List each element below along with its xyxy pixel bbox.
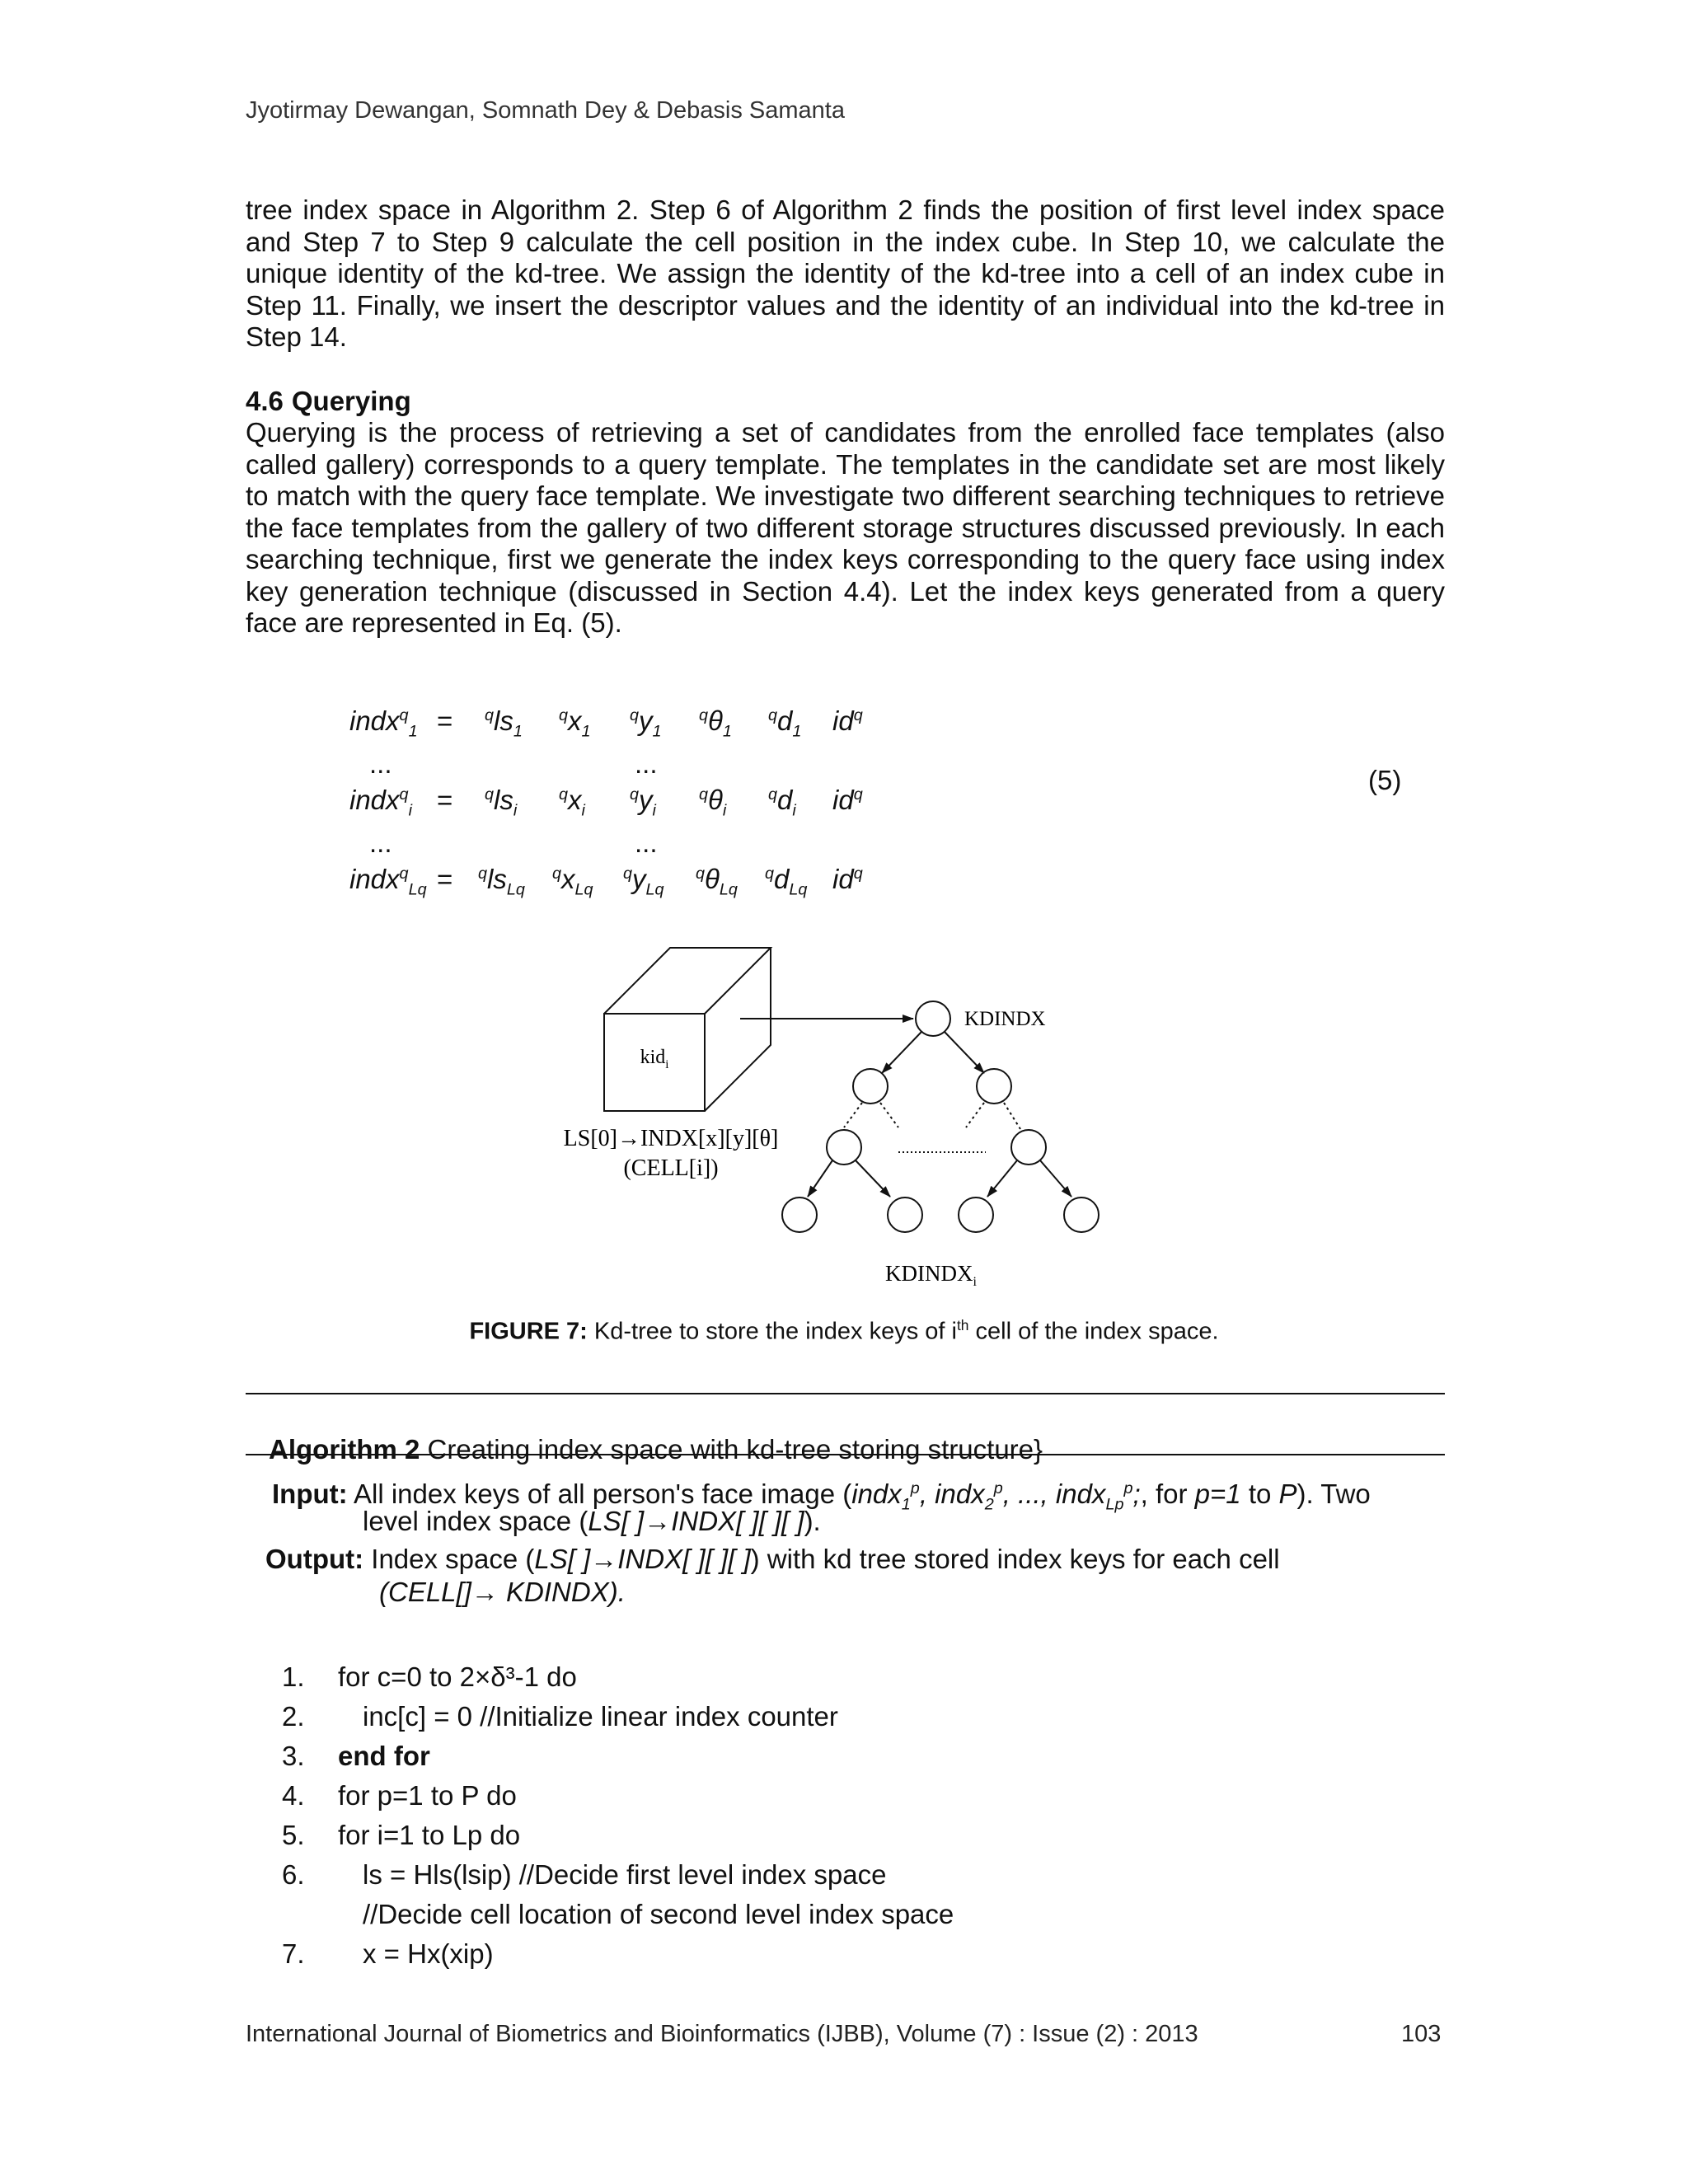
eq-row2-ls: $^qls_i$ xyxy=(485,785,518,820)
journal-footer: International Journal of Biometrics and Bioinformatics (IJBB), Volume (7) : Issue (2) : 2013 xyxy=(246,2021,1198,2047)
eq-dots-left-2: ... xyxy=(369,827,392,858)
eq-row1-equals: = xyxy=(437,705,453,736)
eq-row3-id: $id^q$ xyxy=(832,864,863,894)
figure-caption: FIGURE 7: Kd-tree to store the index keys of $i^{th}$ cell of the index space. xyxy=(469,1317,1219,1345)
kd-tree xyxy=(782,1001,1099,1232)
eq-row1-d: $^qd_1$ xyxy=(768,705,802,741)
eq-row1-ls: $^qls_1$ xyxy=(485,705,523,741)
section-paragraph: Querying is the process of retrieving a set of candidates from the enrolled face templates (also called gallery) corresponds to a query template. The templates in the candidate set are most likely to match with the query face template. We investigate two different searching techniques to retrieve the face templates from the gallery of two different storage structures discussed previously. In each searching technique, first we generate the index keys corresponding to the query face using index key generation technique (discussed in Section 4.4). Let the index keys generated from a query face are represented in Eq. (5). xyxy=(246,417,1445,638)
algorithm-input-line2: level index space (LS[ ]→INDX[ ][ ][ ]). xyxy=(363,1506,821,1536)
eq-row2-lhs: indx$^q_i$ xyxy=(349,785,412,820)
tree-leaf-1 xyxy=(782,1197,817,1232)
algorithm-title-rule xyxy=(246,1454,1445,1455)
eq-row2-equals: = xyxy=(437,785,453,815)
ls-indx-label: LS[0]→INDX[x][y][θ] xyxy=(563,1126,779,1151)
eq-row3-d: $^qd_{Lq}$ xyxy=(765,864,808,899)
tree-node-l2-right xyxy=(1011,1130,1046,1165)
algorithm-output-line2: (CELL[]→ KDINDX). xyxy=(379,1577,626,1607)
tree-node-l1-right xyxy=(977,1069,1011,1104)
eq-dots-left-1: ... xyxy=(369,748,392,779)
section-number: 4.6 xyxy=(246,386,284,416)
eq-dots-mid-2: ... xyxy=(635,827,658,858)
algorithm-top-rule xyxy=(246,1393,1445,1394)
tree-leaf-2 xyxy=(888,1197,922,1232)
tree-node-l1-left xyxy=(853,1069,888,1104)
intro-paragraph: tree index space in Algorithm 2. Step 6 of Algorithm 2 finds the position of first level index space and Step 7 to Step 9 calculate the cell position in the index cube. In Step 10, we calculate the unique identity of the kd-tree. We assign the identity of the kd-tree into a cell of an index cube in Step 11. Finally, we insert the descriptor values and the identity of an individual into the kd-tree in Step 14. xyxy=(246,194,1445,352)
eq-row1-x: $^qx_1$ xyxy=(559,705,591,741)
equation-number: (5) xyxy=(1368,765,1402,795)
tree-root-node xyxy=(916,1001,950,1036)
eq-row3-ls: $^qls_{Lq}$ xyxy=(478,864,525,899)
algorithm-input: Input: All index keys of all person's face image (indx$_1^p$, indx$_2^p$, ..., indx$_{Lp}^p$;, for p=1 to P). Two xyxy=(272,1479,1371,1514)
eq-row2-y: $^qy_i$ xyxy=(630,785,656,820)
eq-row2-theta: $^q\theta_i$ xyxy=(699,785,727,820)
eq-row3-x: $^qx_{Lq}$ xyxy=(552,864,593,899)
eq-row2-id: $id^q$ xyxy=(832,785,863,815)
eq-dots-mid-1: ... xyxy=(635,748,658,779)
eq-row1-y: $^qy_1$ xyxy=(630,705,662,741)
running-header: Jyotirmay Dewangan, Somnath Dey & Debasis Samanta xyxy=(246,97,845,124)
eq-row3-lhs: indx$^q_{Lq}$ xyxy=(349,864,427,899)
eq-row3-theta: $^q\theta_{Lq}$ xyxy=(696,864,738,899)
algorithm-title: Algorithm 2 Creating index space with kd-tree storing structure} xyxy=(269,1434,1043,1465)
eq-row3-equals: = xyxy=(437,864,453,894)
tree-leaf-3 xyxy=(959,1197,993,1232)
cube-label: kid$_i$ xyxy=(640,1047,669,1071)
eq-row1-id: $id^q$ xyxy=(832,705,863,736)
eq-row1-theta: $^q\theta_1$ xyxy=(699,705,732,741)
tree-leaf-4 xyxy=(1064,1197,1099,1232)
kdindx-i-label: $KDINDX_i$ xyxy=(885,1261,977,1289)
eq-row2-x: $^qx_i$ xyxy=(559,785,585,820)
kdindx-root-label: KDINDX xyxy=(964,1008,1046,1030)
eq-row3-y: $^qy_{Lq}$ xyxy=(623,864,664,899)
cell-label: (CELL[i]) xyxy=(623,1155,719,1181)
section-title: Querying xyxy=(291,386,411,416)
index-cube xyxy=(604,948,771,1111)
eq-row2-d: $^qd_i$ xyxy=(768,785,796,820)
page-number: 103 xyxy=(1401,2021,1442,2047)
tree-node-l2-left xyxy=(827,1130,861,1165)
eq-row1-lhs: indx$^q_1$ xyxy=(349,705,418,741)
algorithm-output: Output: Index space (LS[ ]→INDX[ ][ ][ ]) with kd tree stored index keys for each cell xyxy=(265,1544,1280,1574)
